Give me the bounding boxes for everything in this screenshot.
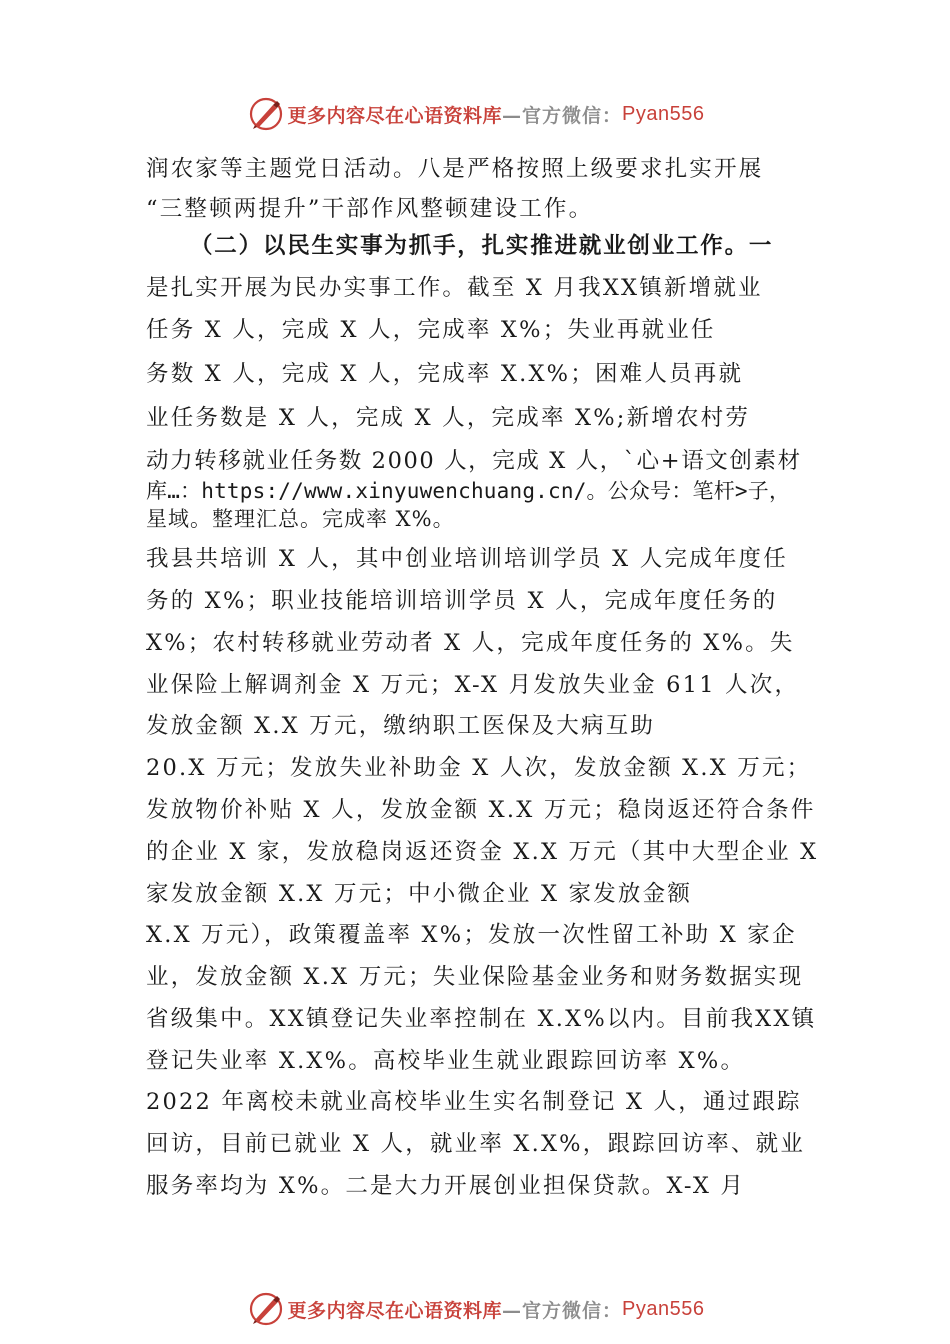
body-line: 务的 X%；职业技能培训培训学员 X 人，完成年度任务的	[146, 588, 778, 614]
banner-wechat-label: —官方微信：	[502, 104, 623, 127]
pen-logo-icon	[246, 1289, 286, 1329]
body-line: 务数 X 人，完成 X 人，完成率 X.X%；困难人员再就	[146, 361, 744, 387]
body-line: 服务率均为 X%。二是大力开展创业担保贷款。X-X 月	[146, 1173, 746, 1199]
body-line: 任务 X 人，完成 X 人，完成率 X%；失业再就业任	[146, 317, 716, 343]
body-line: 20.X 万元；发放失业补助金 X 人次，发放金额 X.X 万元；	[146, 755, 812, 781]
body-line: 回访，目前已就业 X 人，就业率 X.X%，跟踪回访率、就业	[146, 1131, 806, 1157]
banner-wechat-id: Pyan556	[622, 102, 705, 125]
body-line: X.X 万元），政策覆盖率 X%；发放一次性留工补助 X 家企	[146, 922, 797, 948]
body-line: 业保险上解调剂金 X 万元；X-X 月发放失业金 611 人次，	[146, 672, 800, 698]
body-line: 发放金额 X.X 万元，缴纳职工医保及大病互助	[146, 713, 656, 739]
body-line: 省级集中。XX镇登记失业率控制在 X.X%以内。目前我XX镇	[146, 1006, 817, 1032]
body-line-url: 库…：https://www.xinyuwenchuang.cn/。公众号：笔杆>子，	[146, 479, 791, 503]
section-heading: （二）以民生实事为抓手，扎实推进就业创业工作。一	[190, 233, 774, 259]
body-line: 2022 年离校未就业高校毕业生实名制登记 X 人，通过跟踪	[146, 1089, 802, 1115]
banner-title: 更多内容尽在心语资料库	[287, 104, 503, 127]
body-line: 润农家等主题党日活动。八是严格按照上级要求扎实开展	[146, 156, 764, 182]
body-line: X%；农村转移就业劳动者 X 人，完成年度任务的 X%。失	[146, 630, 795, 656]
banner-wechat-id: Pyan556	[622, 1297, 705, 1320]
body-line: 家发放金额 X.X 万元；中小微企业 X 家发放金额	[146, 881, 693, 907]
banner-title: 更多内容尽在心语资料库	[287, 1299, 503, 1322]
body-line: 是扎实开展为民办实事工作。截至 X 月我XX镇新增就业	[146, 275, 763, 301]
header-watermark-banner	[0, 92, 950, 136]
body-line: 动力转移就业任务数 2000 人，完成 X 人，`心+语文创素材	[146, 448, 802, 474]
body-line: 业任务数是 X 人，完成 X 人，完成率 X%;新增农村劳	[146, 405, 751, 431]
body-line: 业，发放金额 X.X 万元；失业保险基金业务和财务数据实现	[146, 964, 804, 990]
body-line: 我县共培训 X 人，其中创业培训培训学员 X 人完成年度任	[146, 546, 788, 572]
body-line: 登记失业率 X.X%。高校毕业生就业跟踪回访率 X%。	[146, 1048, 746, 1074]
body-line: 星域。整理汇总。完成率 X%。	[146, 507, 455, 531]
pen-logo-icon	[246, 94, 286, 134]
body-line: “三整顿两提升”干部作风整顿建设工作。	[146, 196, 594, 222]
banner-wechat-label: —官方微信：	[502, 1299, 623, 1322]
body-line: 发放物价补贴 X 人，发放金额 X.X 万元；稳岗返还符合条件	[146, 797, 816, 823]
footer-watermark-banner	[0, 1287, 950, 1331]
body-line: 的企业 X 家，发放稳岗返还资金 X.X 万元（其中大型企业 X	[146, 839, 819, 865]
